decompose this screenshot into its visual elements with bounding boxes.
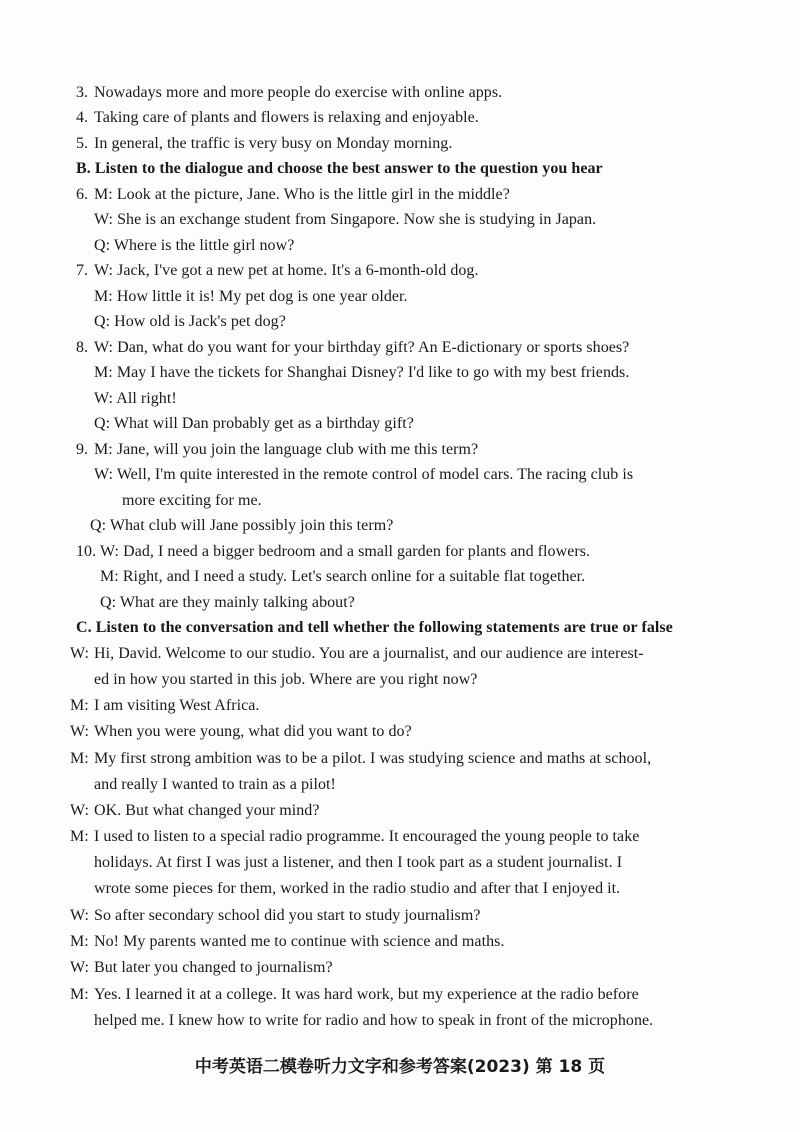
section-c-heading: C. Listen to the conversation and tell whether the following statements are true or false [76, 619, 673, 636]
document-page: 3. Nowadays more and more people do exercise with online apps. 4. Taking care of plants and flowers is relaxing and enjoyable. 5. In general, the traffic is very busy on Monday morning. B. Listen to the dialogue and choose the best answer to the question you hear 6. M: Look at the picture, Jane. Who is the little girl in the middle? W: She is an exchange student from Singapore. Now she is studying in Japan. Q: Where is the little girl now? 7. W: Jack, I've got a new pet at home. It's a 6-month-old dog. M: How little it is! My pet dog is one year older. Q: How old is Jack's pet dog? 8. W: Dan, what do you want for your birthday gift? An E-dictionary or sports shoes? M: May I have the tickets for Shanghai Disney? I'd like to go with my best friends. W: All right! Q: What will Dan probably get as a birthday gift? 9. M: Jane, will you join the language club with me this term? W: Well, I'm quite interested in the remote control of model cars. The racing club is more exciting for me. Q: What club will Jane possibly join this term? 10. W: Dad, I need a bigger bedroom and a small garden for plants and flowers. M: Right, and I need a study. Let's search online for a suitable flat together. Q: What are they mainly talking about? C. Listen to the conversation and tell whether the following statements are true or false W: Hi, David. Welcome to our studio. You are a journalist, and our audience are interest- ed in how you started in this job. Where are you right now? M: I am visiting West Africa. W: When you were young, what did you want to do? M: My first strong ambition was to be a pilot. I was studying science and maths at school, and really I wanted to train as a pilot! W: OK. But what changed your mind? M: I used to listen to a special radio programme. It encouraged the young people to take holidays. At first I was just a listener, and then I took part as a student journalist. I wrote some pieces for them, worked in the radio studio and after that I enjoyed it. W: So after secondary school did you start to study journalism? M: No! My parents wanted me to continue with science and maths. W: But later you changed to journalism? M: Yes. I learned it at a college. It was hard work, but my experience at the radio before helped me. I knew how to write for radio and how to speak in front of the microphone. 中考英语二模卷听力文字和参考答案(2023) 第 18 页 [0, 0, 800, 1132]
page-footer: 中考英语二模卷听力文字和参考答案(2023) 第 18 页 [194, 1057, 606, 1077]
section-b-heading: B. Listen to the dialogue and choose the best answer to the question you hear [76, 160, 603, 177]
